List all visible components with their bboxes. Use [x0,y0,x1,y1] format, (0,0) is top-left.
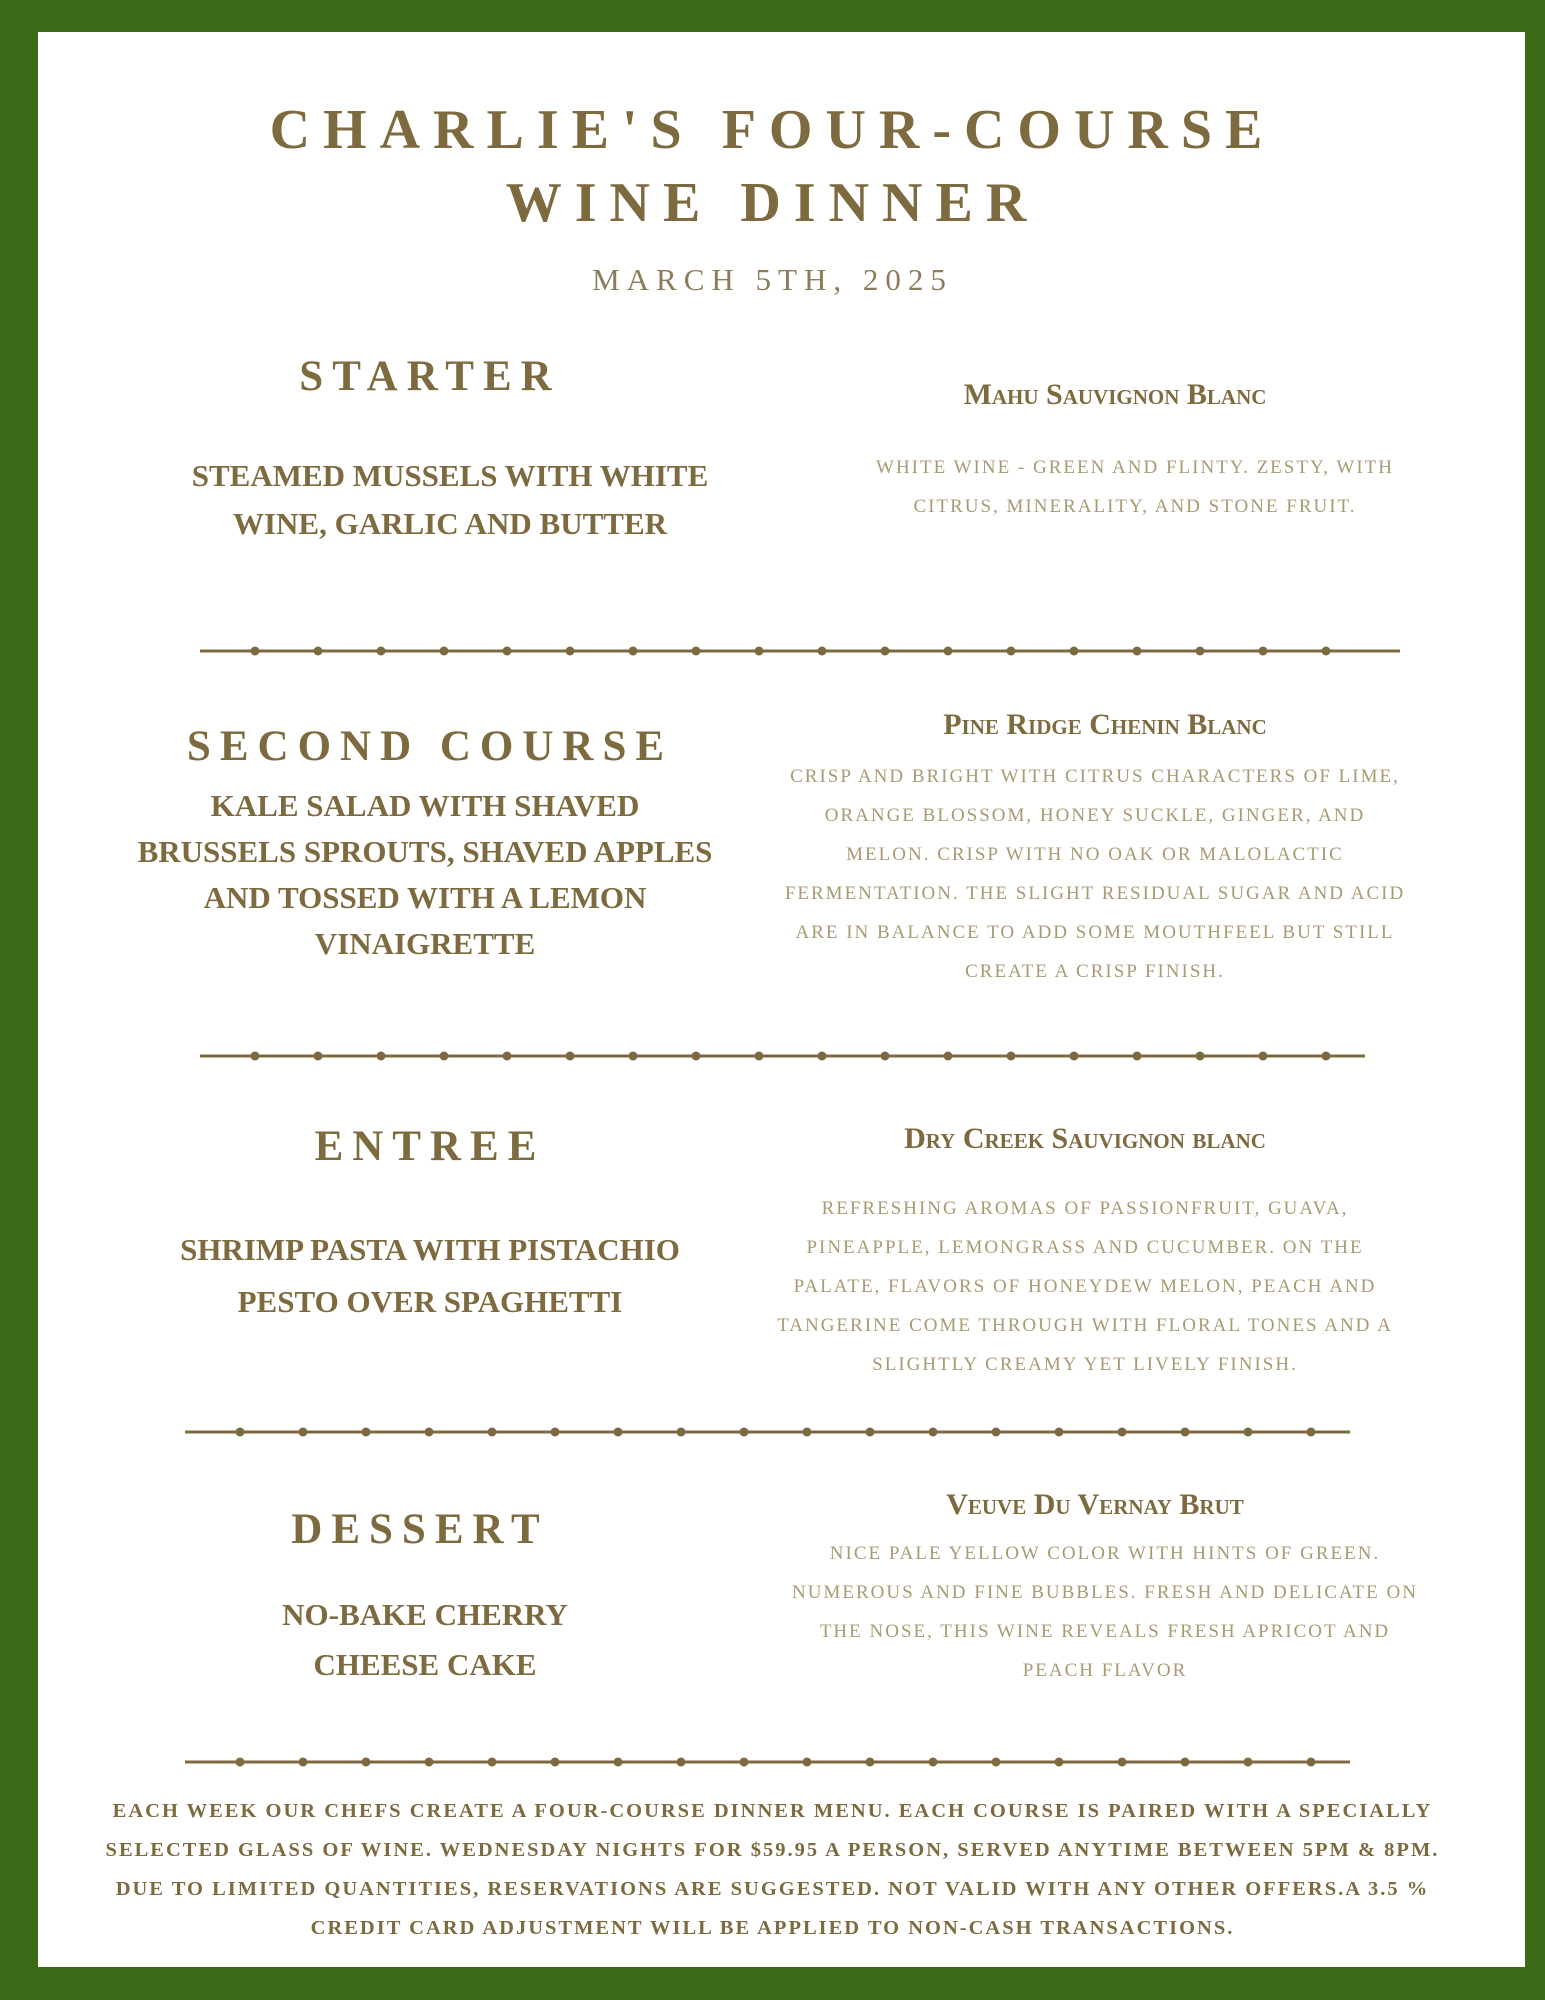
divider-dot [1244,1758,1253,1767]
divider-dot [503,647,512,656]
divider-dot [1133,1052,1142,1061]
divider-dot [866,1428,875,1437]
divider-dot [1055,1758,1064,1767]
divider-dot [929,1428,938,1437]
divider-dot [944,1052,953,1061]
divider-dot [740,1428,749,1437]
divider-dot [803,1758,812,1767]
divider-dot [488,1758,497,1767]
course-heading-second: SECOND COURSE [186,723,674,770]
section-divider [200,1050,1370,1062]
divider-dot [236,1428,245,1437]
divider-dot [992,1758,1001,1767]
divider-ornament [185,1756,1355,1768]
divider-dot [377,1052,386,1061]
divider-dot [692,647,701,656]
section-divider [185,1426,1355,1438]
divider-dot [929,1758,938,1767]
divider-dot [377,647,386,656]
wine-name-second: Pine Ridge Chenin Blanc [943,708,1267,741]
divider-dot [566,647,575,656]
divider-dot [1307,1758,1316,1767]
divider-dot [1181,1758,1190,1767]
divider-dot [866,1758,875,1767]
divider-dot [425,1428,434,1437]
divider-dot [551,1758,560,1767]
divider-dot [251,1052,260,1061]
divider-dot [440,647,449,656]
divider-dot [314,647,323,656]
menu-footer-terms: EACH WEEK OUR CHEFS CREATE A FOUR-COURSE DINNER MENU. EACH COURSE IS PAIRED WITH A SPECIALLY SELECTED GLASS OF WINE. WEDNESDAY NIGHTS FOR $59.95 A PERSON, SERVED ANYTIME BETWEEN 5PM & 8PM. DUE TO LIMITED QUANTITIES, RESERVATIONS ARE SUGGESTED. NOT VALID WITH ANY OTHER OFFERS.A 3.5 % CREDIT CARD ADJUSTMENT WILL BE APPLIED TO NON-CASH TRANSACTIONS. [105,1800,1440,1939]
menu-title-line-2: WINE DINNER [505,172,1040,234]
divider-dot [566,1052,575,1061]
divider-dot [818,647,827,656]
wine-description-entree: REFRESHING AROMAS OF PASSIONFRUIT, GUAVA, PINEAPPLE, LEMONGRASS AND CUCUMBER. ON THE PALATE, FLAVORS OF HONEYDEW MELON, PEACH AND TANGERINE COME THROUGH WITH FLORAL TONES AND A SLIGHTLY CREAMY YET LIVELY FINISH. [777,1198,1393,1375]
wine-name-dessert: Veuve Du Vernay Brut [946,1488,1244,1521]
divider-dot [740,1758,749,1767]
menu-title-line-1: CHARLIE'S FOUR-COURSE [269,99,1276,161]
divider-dot [629,647,638,656]
divider-dot [362,1758,371,1767]
divider-dot [755,1052,764,1061]
divider-dot [1118,1758,1127,1767]
course-dish-entree: SHRIMP PASTA WITH PISTACHIO PESTO OVER SPAGHETTI [180,1232,680,1319]
divider-dot [251,647,260,656]
divider-dot [299,1758,308,1767]
divider-dot [503,1052,512,1061]
divider-dot [1259,647,1268,656]
divider-dot [299,1428,308,1437]
divider-dot [236,1758,245,1767]
divider-ornament [200,1050,1370,1062]
section-divider [185,1756,1355,1768]
divider-dot [881,1052,890,1061]
divider-dot [440,1052,449,1061]
wine-description-dessert: NICE PALE YELLOW COLOR WITH HINTS OF GREEN. NUMEROUS AND FINE BUBBLES. FRESH AND DELICATE ON THE NOSE, THIS WINE REVEALS FRESH APRICOT AND PEACH FLAVOR [792,1543,1418,1681]
divider-dot [1196,1052,1205,1061]
divider-dot [1307,1428,1316,1437]
divider-dot [755,647,764,656]
divider-dot [614,1758,623,1767]
divider-dot [881,647,890,656]
divider-dot [488,1428,497,1437]
divider-dot [551,1428,560,1437]
course-dish-dessert: NO-BAKE CHERRY CHEESE CAKE [282,1597,568,1682]
wine-description-second: CRISP AND BRIGHT WITH CITRUS CHARACTERS OF LIME, ORANGE BLOSSOM, HONEY SUCKLE, GINGER, AND MELON. CRISP WITH NO OAK OR MALOLACTIC FERMENTATION. THE SLIGHT RESIDUAL SUGAR AND ACID ARE IN BALANCE TO ADD SOME MOUTHFEEL BUT STILL CREATE A CRISP FINISH. [784,766,1406,982]
divider-dot [677,1428,686,1437]
divider-ornament [185,1426,1355,1438]
divider-dot [1133,647,1142,656]
divider-dot [629,1052,638,1061]
divider-dot [1007,647,1016,656]
course-heading-dessert: DESSERT [291,1506,549,1553]
course-heading-entree: ENTREE [314,1123,546,1170]
divider-ornament [200,645,1400,657]
wine-name-starter: Mahu Sauvignon Blanc [963,378,1267,411]
divider-dot [1181,1428,1190,1437]
divider-dot [425,1758,434,1767]
divider-dot [1070,1052,1079,1061]
course-heading-starter: STARTER [299,353,561,400]
divider-dot [992,1428,1001,1437]
divider-dot [1196,647,1205,656]
divider-dot [803,1428,812,1437]
divider-dot [1322,647,1331,656]
divider-dot [1118,1428,1127,1437]
wine-name-entree: Dry Creek Sauvignon blanc [904,1122,1266,1155]
divider-dot [1007,1052,1016,1061]
course-dish-starter: STEAMED MUSSELS WITH WHITE WINE, GARLIC AND BUTTER [191,458,709,541]
divider-dot [614,1428,623,1437]
divider-dot [677,1758,686,1767]
course-dish-second: KALE SALAD WITH SHAVED BRUSSELS SPROUTS, SHAVED APPLES AND TOSSED WITH A LEMON VINAIGRETTE [137,788,713,961]
divider-dot [314,1052,323,1061]
divider-dot [1055,1428,1064,1437]
divider-dot [1070,647,1079,656]
divider-dot [1259,1052,1268,1061]
wine-description-starter: WHITE WINE - GREEN AND FLINTY. ZESTY, WITH CITRUS, MINERALITY, AND STONE FRUIT. [876,457,1394,517]
divider-dot [818,1052,827,1061]
divider-dot [944,647,953,656]
event-date: MARCH 5TH, 2025 [592,262,953,297]
divider-dot [1322,1052,1331,1061]
divider-dot [692,1052,701,1061]
section-divider [200,645,1400,657]
divider-dot [1244,1428,1253,1437]
divider-dot [362,1428,371,1437]
